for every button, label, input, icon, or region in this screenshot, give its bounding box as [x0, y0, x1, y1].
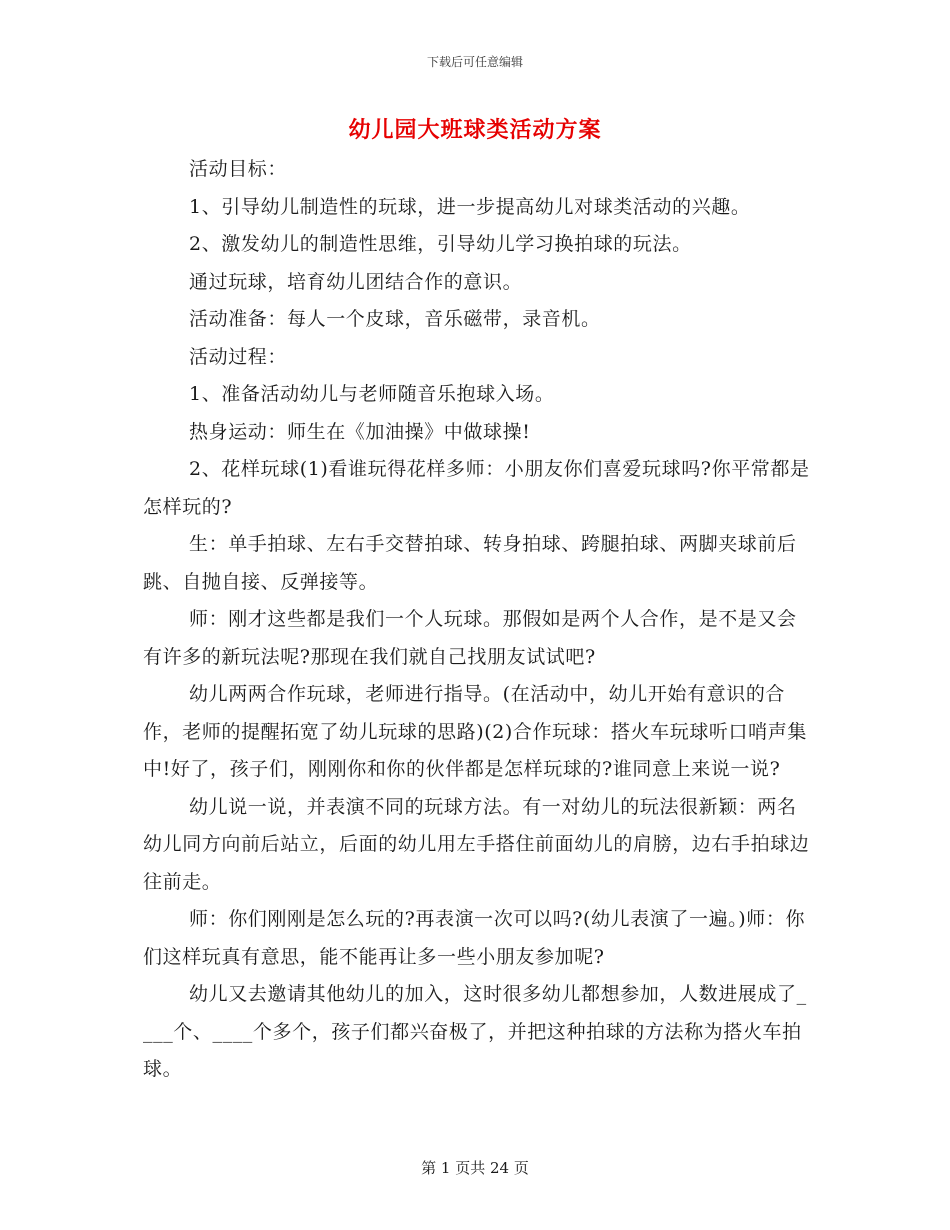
paragraph: 2、花样玩球(1)看谁玩得花样多师：小朋友你们喜爱玩球吗?你平常都是怎样玩的? — [143, 458, 810, 518]
page-number: 第 1 页共 24 页 — [421, 1159, 529, 1177]
paragraph: 师：你们刚刚是怎么玩的?再表演一次可以吗?(幼儿表演了一遍。)师：你们这样玩真有意思，能不能再让多一些小朋友参加呢? — [143, 908, 806, 968]
paragraph: 通过玩球，培育幼儿团结合作的意识。 — [189, 270, 523, 293]
paragraph: 活动过程： — [189, 345, 288, 368]
paragraph: 2、激发幼儿的制造性思维，引导幼儿学习换拍球的玩法。 — [189, 233, 692, 255]
document-title: 幼儿园大班球类活动方案 — [348, 117, 602, 143]
paragraph: 生：单手拍球、左右手交替拍球、转身拍球、跨腿拍球、两脚夹球前后跳、自抛自接、反弹接等。 — [143, 533, 797, 593]
paragraph: 热身运动：师生在《加油操》中做球操! — [189, 420, 531, 443]
paragraph: 幼儿说一说，并表演不同的玩球方法。有一对幼儿的玩法很新颖：两名幼儿同方向前后站立，后面的幼儿用左手搭住前面幼儿的肩膀，边右手拍球边往前走。 — [143, 795, 810, 893]
paragraph: 幼儿两两合作玩球，老师进行指导。(在活动中，幼儿开始有意识的合作，老师的提醒拓宽了幼儿玩球的思路)(2)合作玩球：搭火车玩球听口哨声集中!好了，孩子们，刚刚你和你的伙伴都是怎样玩球的?谁同意上来说一说? — [143, 683, 807, 780]
paragraph: 1、准备活动幼儿与老师随音乐抱球入场。 — [189, 383, 555, 405]
paragraph: 幼儿又去邀请其他幼儿的加入，这时很多幼儿都想参加，人数进展成了____个、____个多个，孩子们都兴奋极了，并把这种拍球的方法称为搭火车拍球。 — [143, 983, 807, 1080]
document-body — [143, 151, 813, 1089]
paragraph: 师：刚才这些都是我们一个人玩球。那假如是两个人合作，是不是又会有许多的新玩法呢?那现在我们就自己找朋友试试吧? — [143, 608, 797, 668]
paragraph: 1、引导幼儿制造性的玩球，进一步提高幼儿对球类活动的兴趣。 — [189, 195, 751, 218]
paragraph: 活动目标： — [189, 158, 288, 180]
paragraph: 活动准备：每人一个皮球，音乐磁带，录音机。 — [189, 308, 601, 330]
header-note: 下载后可任意编辑 — [426, 55, 523, 69]
